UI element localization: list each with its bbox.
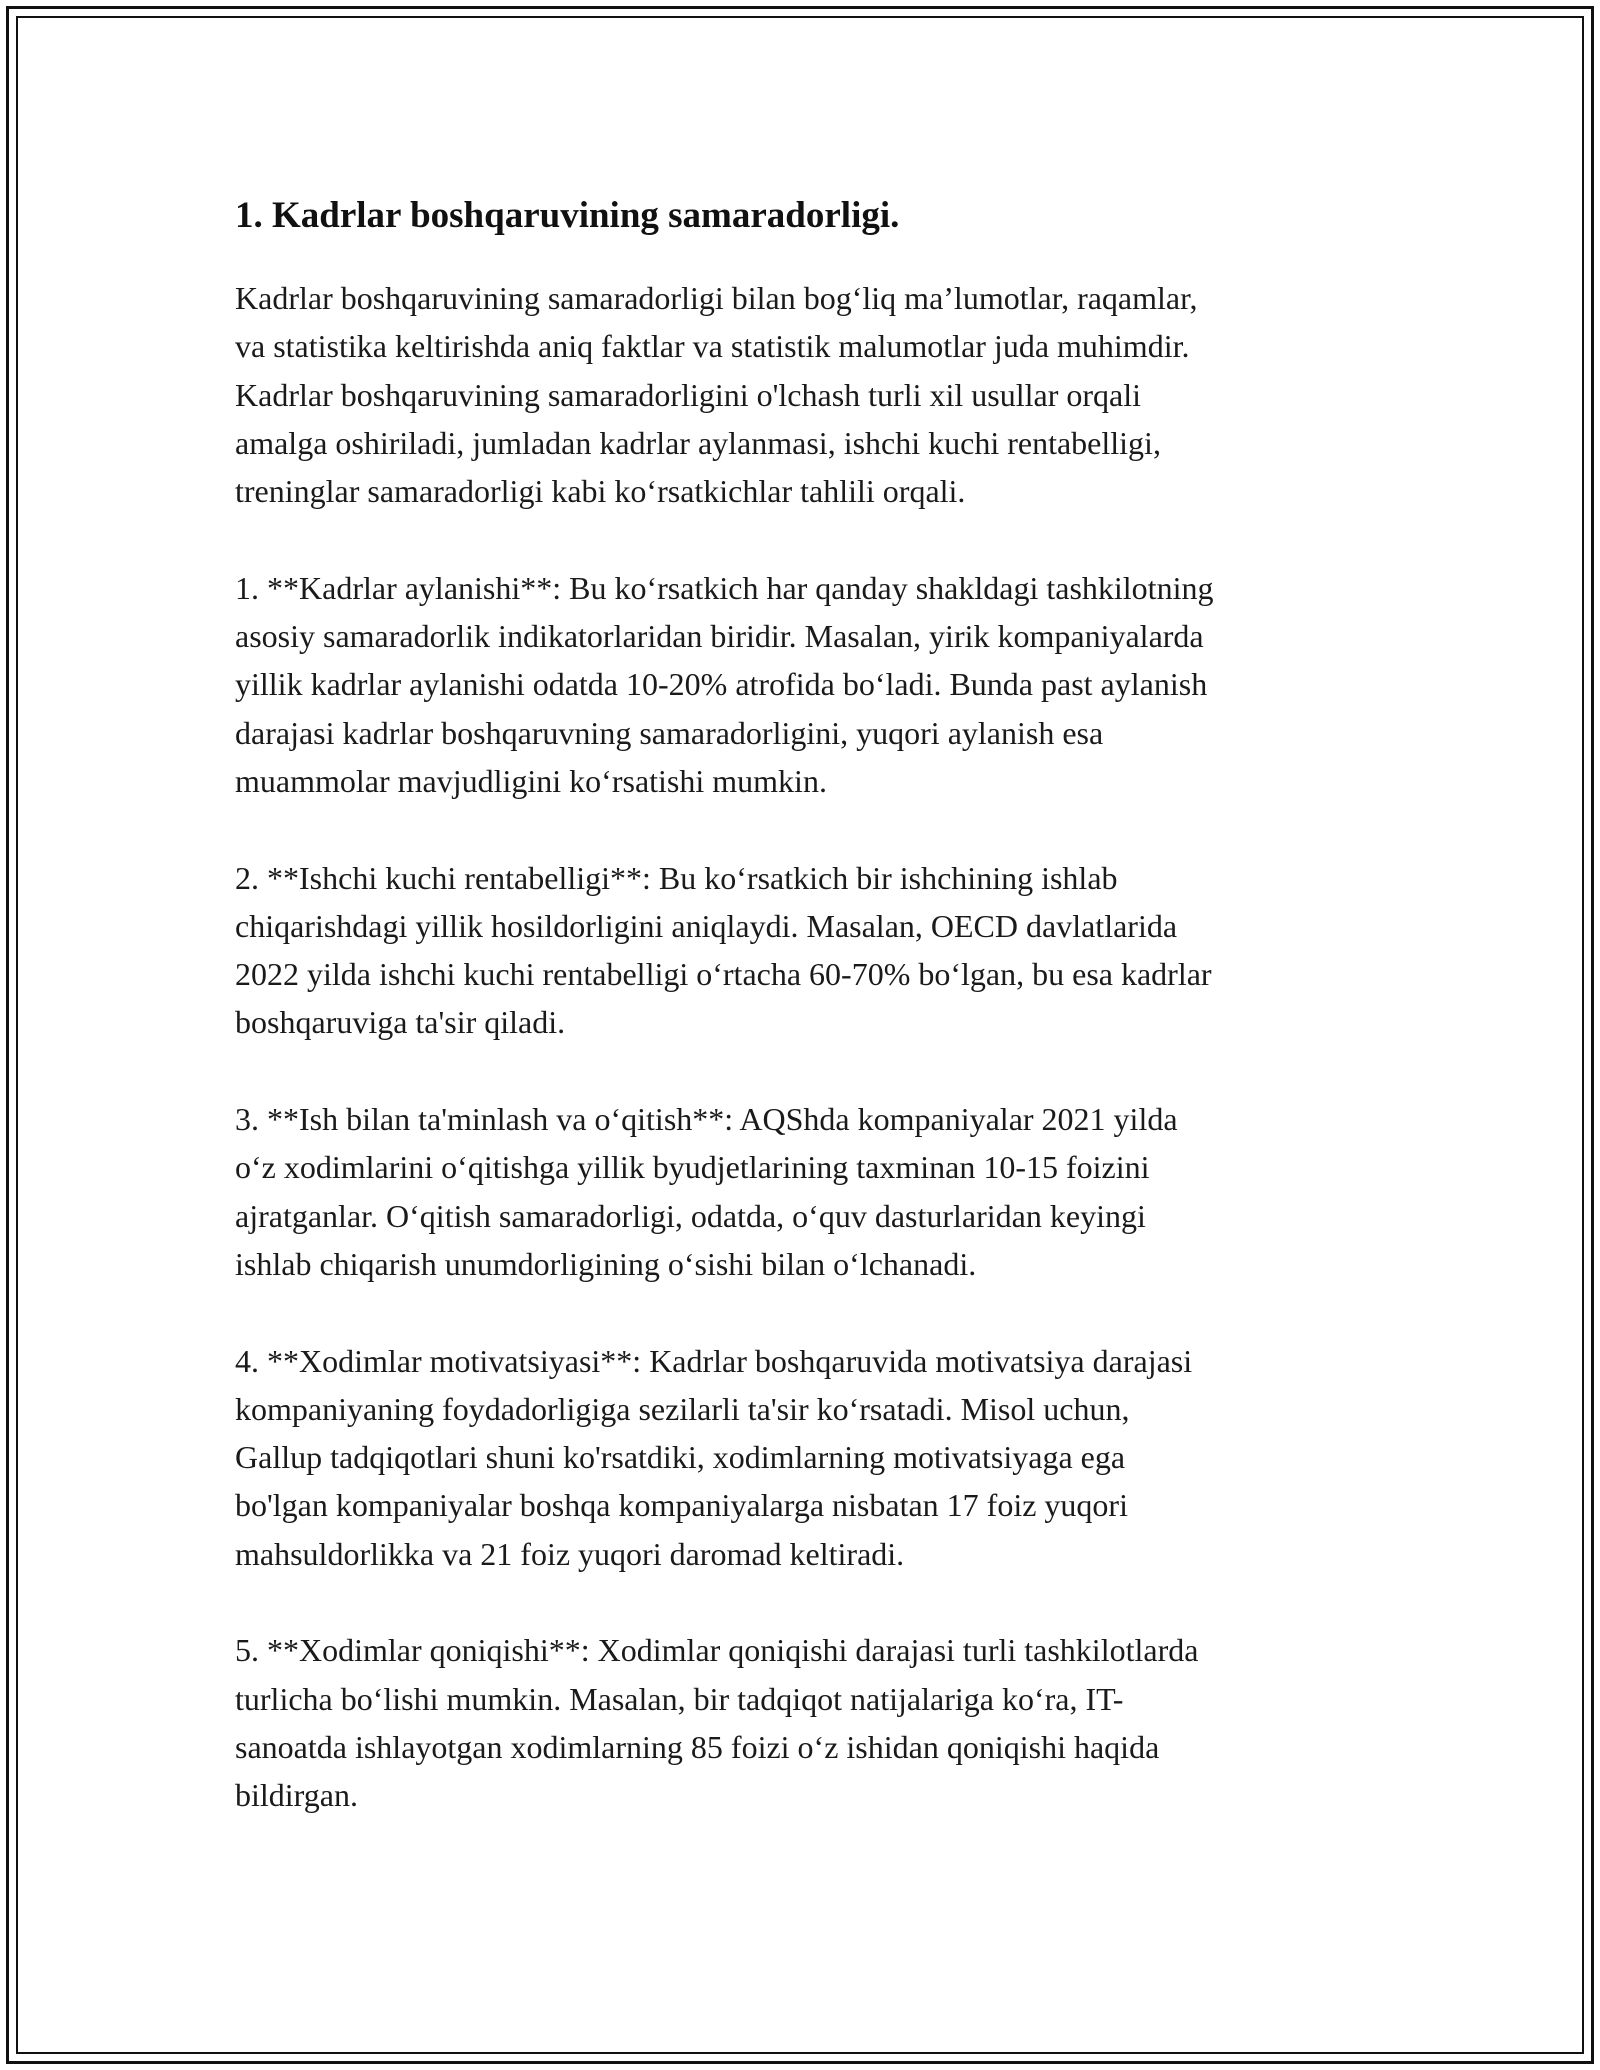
intro-paragraph: Kadrlar boshqaruvining samaradorligi bilan bog‘liq ma’lumotlar, raqamlar, va statistika keltirishda aniq faktlar va statistik malumotlar juda muhimdir. Kadrlar boshqaruvining samaradorligini o'lchash turli xil usullar orqali amalga oshiriladi, jumladan kadrlar aylanmasi, ishchi kuchi rentabelligi, treninglar samaradorligi kabi ko‘rsatkichlar tahlili orqali. xyxy=(235,280,1198,510)
list-item-employee-satisfaction: 5. **Xodimlar qoniqishi**: Xodimlar qoniqishi darajasi turli tashkilotlarda turlicha bo‘lishi mumkin. Masalan, bir tadqiqot natijalariga ko‘ra, IT- sanoatda ishlayotgan xodimlarning 85 foizi o‘z ishidan qoniqishi haqida bildirgan. xyxy=(235,1632,1199,1814)
list-item-labor-profitability: 2. **Ishchi kuchi rentabelligi**: Bu ko‘rsatkich bir ishchining ishlab chiqarishdagi yillik hosildorligini aniqlaydi. Masalan, OECD davlatlarida 2022 yilda ishchi kuchi rentabelligi o‘rtacha 60-70% bo‘lgan, bu esa kadrlar boshqaruviga ta'sir qiladi. xyxy=(235,859,1212,1041)
list-item-staff-turnover: 1. **Kadrlar aylanishi**: Bu ko‘rsatkich har qanday shakldagi tashkilotning asosiy samaradorlik indikatorlaridan biridir. Masalan, yirik kompaniyalarda yillik kadrlar aylanishi odatda 10-20% atrofida bo‘ladi. Bunda past aylanish darajasi kadrlar boshqaruvning samaradorligini, yuqori aylanish esa muammolar mavjudligini ko‘rsatishi mumkin. xyxy=(235,569,1214,799)
document-body xyxy=(235,186,1385,1820)
list-item-employment-training: 3. **Ish bilan ta'minlash va o‘qitish**: AQShda kompaniyalar 2021 yilda o‘z xodimlarini o‘qitishga yillik byudjetlarining taxminan 10-15 foizini ajratganlar. O‘qitish samaradorligi, odatda, o‘quv dasturlaridan keyingi ishlab chiqarish unumdorligining o‘sishi bilan o‘lchanadi. xyxy=(235,1101,1178,1282)
section-heading: 1. Kadrlar boshqaruvining samaradorligi. xyxy=(235,195,900,236)
list-item-employee-motivation: 4. **Xodimlar motivatsiyasi**: Kadrlar boshqaruvida motivatsiya darajasi kompaniyaning foydadorligiga sezilarli ta'sir ko‘rsatadi. Misol uchun, Gallup tadqiqotlari shuni ko'rsatdiki, xodimlarning motivatsiyaga ega bo'lgan kompaniyalar boshqa kompaniyalarga nisbatan 17 foiz yuqori mahsuldorlikka va 21 foiz yuqori daromad keltiradi. xyxy=(235,1342,1193,1572)
